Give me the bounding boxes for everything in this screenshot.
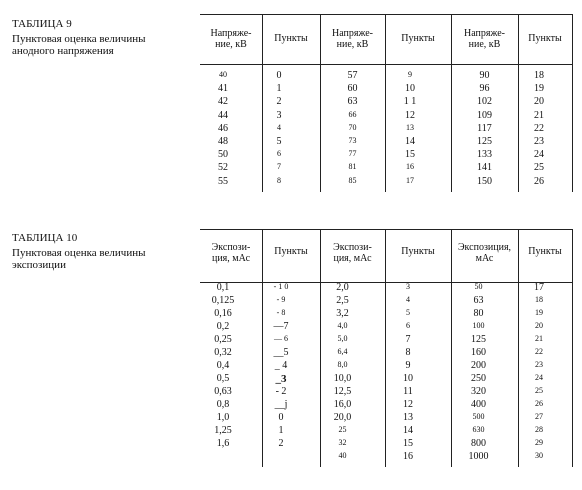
table-cell: 16 — [403, 451, 413, 462]
table-cell: 1 — [276, 83, 282, 95]
table-cell: 9 — [405, 360, 411, 371]
table-cell: 26 — [535, 399, 543, 408]
table-cell: 42 — [218, 96, 228, 108]
table-cell: 117 — [477, 122, 492, 134]
table-cell: 100 — [472, 321, 485, 330]
table-cell: 12,5 — [333, 386, 352, 397]
table-cell: 1,25 — [214, 425, 232, 436]
table-cell: 6,4 — [337, 347, 348, 356]
table-cell: 400 — [471, 399, 486, 410]
table-cell: 41 — [218, 83, 228, 95]
table-cell: 23 — [535, 360, 543, 369]
column-header: Напряже- ние, кВ — [210, 28, 252, 50]
table-cell: 20,0 — [333, 412, 352, 423]
table-9 — [200, 14, 572, 192]
column-header: Пункты — [274, 246, 308, 257]
table-cell: 50 — [474, 282, 483, 291]
table-cell: 8 — [405, 347, 411, 358]
table-cell: 160 — [471, 347, 486, 358]
table-cell: 15 — [405, 149, 415, 161]
table-cell: 13 — [403, 412, 413, 423]
table-cell: 12 — [403, 399, 413, 410]
table-cell: 77 — [348, 149, 357, 159]
table-cell: 14 — [405, 136, 415, 147]
table-cell: __5 — [273, 347, 289, 358]
table-cell: 11 — [403, 386, 413, 397]
table-cell: 8,0 — [337, 360, 348, 369]
table-cell: 22 — [535, 347, 543, 356]
table-cell: 14 — [403, 425, 413, 436]
table-cell: 20 — [535, 321, 543, 330]
table-cell: _ 4 — [274, 360, 288, 371]
table-cell: 3,2 — [336, 308, 349, 319]
column-header: Напряже- ние, кВ — [463, 28, 506, 50]
table-9-caption — [12, 18, 182, 57]
table-cell: 32 — [338, 438, 347, 447]
table-cell: 1 — [278, 425, 284, 436]
table-cell: 150 — [477, 175, 492, 187]
column-header: Пункты — [528, 33, 562, 44]
table-10-title: Пунктовая оценка величины экспозиции — [12, 247, 146, 271]
table-cell: - 8 — [276, 308, 286, 317]
table-9-label: ТАБЛИЦА 9 — [12, 18, 72, 30]
table-cell: 28 — [535, 425, 543, 434]
table-10-label: ТАБЛИЦА 10 — [12, 232, 78, 244]
table-cell: 630 — [472, 425, 485, 434]
table-cell: 22 — [534, 122, 544, 134]
table-cell: 16,0 — [333, 399, 352, 410]
column-divider — [572, 14, 573, 192]
table-cell: _3 — [275, 373, 287, 385]
table-cell: 25 — [535, 386, 543, 395]
table-cell: 3 — [276, 109, 282, 121]
table-cell: 85 — [348, 175, 357, 185]
table-cell: 200 — [471, 360, 486, 371]
table-cell: 25 — [534, 162, 544, 174]
table-cell: 19 — [535, 308, 543, 317]
table-cell: - 1 0 — [273, 282, 289, 291]
table-cell: 18 — [535, 295, 543, 304]
table-cell: 6 — [277, 149, 281, 159]
table-cell: 0 — [276, 70, 282, 81]
table-cell: 19 — [534, 83, 544, 95]
column-divider — [572, 229, 573, 467]
column-header: Пункты — [401, 33, 435, 44]
table-cell: 24 — [535, 373, 543, 382]
table-cell: 29 — [535, 438, 543, 447]
table-cell: 63 — [347, 96, 358, 108]
table-cell: 7 — [405, 334, 411, 345]
table-cell: 25 — [338, 425, 347, 434]
table-cell: 23 — [534, 136, 544, 147]
table-cell: 21 — [535, 334, 543, 343]
table-cell: 0,32 — [214, 347, 232, 358]
table-cell: 96 — [479, 83, 490, 95]
table-cell: 60 — [347, 83, 358, 95]
table-9-title: Пунктовая оценка величины анодного напряжения — [12, 33, 146, 57]
table-cell: 52 — [218, 162, 228, 174]
table-10-caption — [12, 232, 182, 271]
table-cell: 109 — [477, 109, 492, 121]
table-cell: 2 — [278, 438, 284, 449]
table-cell: 57 — [347, 70, 358, 81]
table-cell: 48 — [218, 136, 228, 147]
column-header: Пункты — [528, 246, 562, 257]
table-cell: 40 — [219, 70, 227, 79]
table-cell: 0,16 — [214, 308, 232, 319]
table-cell: 27 — [535, 412, 543, 421]
column-header: Пункты — [401, 246, 435, 257]
table-cell: 80 — [473, 308, 484, 319]
table-cell: 10 — [405, 83, 415, 95]
table-header-rule — [200, 64, 572, 65]
table-cell: __j — [274, 399, 288, 410]
table-cell: 12 — [405, 109, 415, 121]
table-cell: 13 — [406, 122, 414, 132]
table-cell: 4 — [406, 295, 410, 304]
table-cell: 90 — [479, 70, 490, 81]
table-cell: 125 — [471, 334, 486, 345]
table-cell: 15 — [403, 438, 413, 449]
table-cell: 0,8 — [216, 399, 230, 410]
table-cell: 9 — [408, 70, 412, 79]
table-cell: 40 — [338, 451, 347, 460]
table-cell: 24 — [534, 149, 544, 161]
table-cell: 10,0 — [333, 373, 352, 384]
table-cell: 1,6 — [216, 438, 230, 449]
table-cell: 1 1 — [403, 96, 417, 108]
table-cell: 800 — [471, 438, 486, 449]
table-cell: 0,4 — [216, 360, 230, 371]
column-header: Экспози- ция, мАс — [211, 242, 251, 264]
table-cell: 8 — [277, 175, 281, 185]
table-cell: 5 — [406, 308, 410, 317]
table-cell: 102 — [477, 96, 492, 108]
table-cell: 0,1 — [216, 282, 230, 293]
table-cell: 73 — [348, 136, 357, 145]
table-cell: 0,63 — [214, 386, 232, 397]
table-cell: 44 — [218, 109, 228, 121]
table-top-rule — [200, 229, 572, 230]
table-cell: 55 — [218, 175, 228, 187]
table-cell: 4 — [277, 122, 281, 132]
table-cell: 7 — [277, 162, 281, 172]
table-cell: 50 — [218, 149, 228, 161]
table-cell: 17 — [406, 175, 414, 185]
table-cell: 26 — [534, 175, 544, 187]
table-cell: 46 — [218, 122, 228, 134]
column-header: Пункты — [274, 33, 308, 44]
table-cell: 5,0 — [337, 334, 348, 343]
table-cell: 5 — [276, 136, 282, 147]
table-cell: 0 — [278, 412, 284, 423]
table-cell: 2,5 — [336, 295, 349, 306]
table-cell: 500 — [472, 412, 485, 421]
table-cell: 70 — [348, 122, 357, 132]
table-cell: 30 — [535, 451, 543, 460]
table-cell: 20 — [534, 96, 544, 108]
table-cell: — 6 — [274, 334, 288, 343]
table-10 — [200, 229, 572, 467]
table-cell: 4,0 — [337, 321, 348, 330]
column-header: Экспозиция, мАс — [457, 242, 512, 264]
table-cell: 320 — [471, 386, 486, 397]
table-cell: 2,0 — [336, 282, 349, 293]
table-cell: - 9 — [276, 295, 286, 304]
column-header: Напряже- ние, кВ — [331, 28, 374, 50]
table-cell: 250 — [471, 373, 486, 384]
table-cell: 1,0 — [216, 412, 230, 423]
table-cell: 0,25 — [214, 334, 232, 345]
table-cell: 21 — [534, 109, 544, 121]
table-cell: 66 — [348, 109, 357, 119]
table-cell: 0,2 — [216, 321, 230, 332]
table-cell: 141 — [477, 162, 492, 174]
table-cell: 3 — [406, 282, 410, 291]
table-cell: 16 — [406, 162, 414, 172]
table-cell: 0,125 — [211, 295, 235, 306]
table-cell: 10 — [403, 373, 413, 384]
table-cell: 81 — [348, 162, 357, 172]
table-cell: 125 — [477, 136, 492, 147]
table-cell: 0,5 — [216, 373, 230, 384]
table-cell: 2 — [276, 96, 282, 108]
table-cell: 133 — [477, 149, 492, 161]
table-cell: 6 — [406, 321, 410, 330]
table-cell: 18 — [534, 70, 544, 81]
table-cell: 17 — [534, 282, 544, 293]
table-cell: 1000 — [468, 451, 489, 462]
table-cell: —7 — [273, 321, 289, 332]
table-top-rule — [200, 14, 572, 15]
table-cell: - 2 — [275, 386, 287, 397]
column-header: Экспози- ция, мАс — [333, 242, 372, 264]
table-cell: 63 — [473, 295, 484, 306]
